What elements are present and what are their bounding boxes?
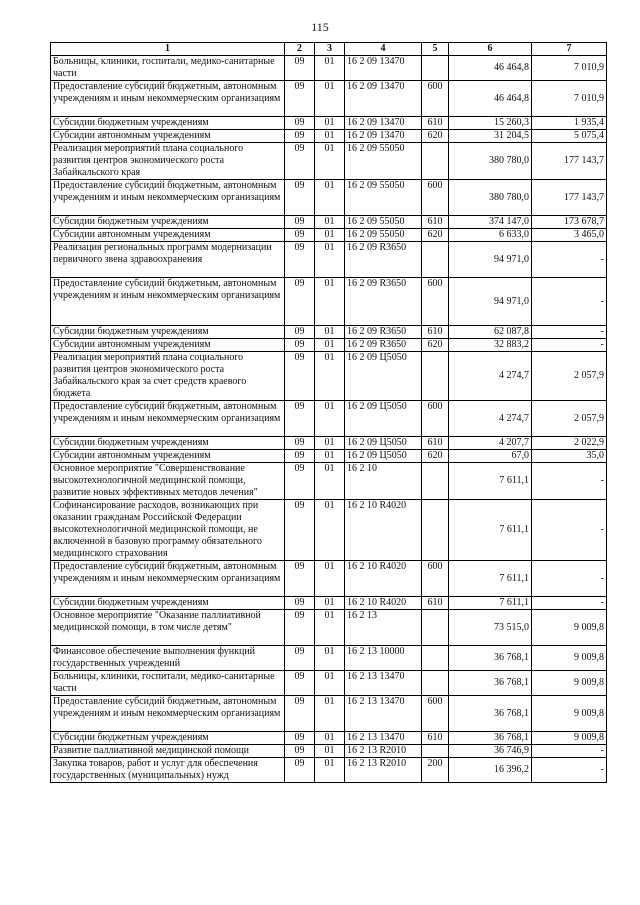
amount-col7: - [532,745,607,758]
target-article: 16 2 10 R4020 [345,500,422,561]
target-article: 16 2 13 13470 [345,732,422,745]
subsection-code: 01 [315,561,345,597]
subsection-code: 01 [315,339,345,352]
table-row [51,646,607,671]
section-code: 09 [285,229,315,242]
section-code: 09 [285,130,315,143]
subsection-code: 01 [315,745,345,758]
amount-col7: - [532,758,607,783]
amount-col6: 62 087,8 [449,326,532,339]
target-article: 16 2 09 R3650 [345,242,422,278]
section-code: 09 [285,745,315,758]
target-article: 16 2 13 10000 [345,646,422,671]
section-code: 09 [285,352,315,401]
section-code: 09 [285,56,315,81]
table-row [51,143,607,180]
target-article: 16 2 10 R4020 [345,561,422,597]
expense-type [422,500,449,561]
expense-type [422,56,449,81]
row-name: Развитие паллиативной медицинской помощи [51,745,285,758]
target-article: 16 2 09 Ц5050 [345,352,422,401]
amount-col6: 7 611,1 [449,500,532,561]
expense-type [422,352,449,401]
row-name: Субсидии бюджетным учреждениям [51,437,285,450]
table-row [51,180,607,216]
subsection-code: 01 [315,597,345,610]
amount-col7: - [532,278,607,326]
expense-type [422,610,449,646]
amount-col7: 2 022,9 [532,437,607,450]
amount-col7: 9 009,8 [532,610,607,646]
subsection-code: 01 [315,143,345,180]
amount-col7: 2 057,9 [532,401,607,437]
subsection-code: 01 [315,117,345,130]
expense-type [422,646,449,671]
amount-col6: 31 204,5 [449,130,532,143]
amount-col7: 177 143,7 [532,143,607,180]
row-name: Субсидии автономным учреждениям [51,130,285,143]
expense-type: 620 [422,339,449,352]
subsection-code: 01 [315,242,345,278]
expense-type: 620 [422,229,449,242]
section-code: 09 [285,696,315,732]
amount-col6: 374 147,0 [449,216,532,229]
target-article: 16 2 09 55050 [345,143,422,180]
row-name: Софинансирование расходов, возникающих при оказании гражданам Российской Федерации высокотехнологичной медицинской помощи, не включенной в базовую программу обязательного медицинского страхования [51,500,285,561]
table-row [51,352,607,401]
amount-col6: 32 883,2 [449,339,532,352]
row-name: Субсидии бюджетным учреждениям [51,117,285,130]
expense-type [422,463,449,500]
amount-col6: 36 768,1 [449,671,532,696]
target-article: 16 2 13 R2010 [345,745,422,758]
target-article: 16 2 13 R2010 [345,758,422,783]
table-row [51,437,607,450]
expense-type [422,242,449,278]
amount-col7: 9 009,8 [532,732,607,745]
expense-type: 620 [422,130,449,143]
table-row [51,401,607,437]
subsection-code: 01 [315,352,345,401]
amount-col6: 36 768,1 [449,646,532,671]
row-name: Реализация региональных программ модернизации первичного звена здравоохранения [51,242,285,278]
row-name: Предоставление субсидий бюджетным, автономным учреждениям и иным некоммерческим организациям [51,180,285,216]
expense-type: 610 [422,117,449,130]
section-code: 09 [285,450,315,463]
subsection-code: 01 [315,696,345,732]
target-article: 16 2 09 55050 [345,216,422,229]
target-article: 16 2 09 55050 [345,180,422,216]
subsection-code: 01 [315,81,345,117]
section-code: 09 [285,463,315,500]
row-name: Субсидии бюджетным учреждениям [51,216,285,229]
expense-type: 600 [422,81,449,117]
target-article: 16 2 09 55050 [345,229,422,242]
table-body [51,56,607,783]
target-article: 16 2 09 13470 [345,130,422,143]
column-header: 2 [285,43,315,56]
section-code: 09 [285,561,315,597]
table-row [51,229,607,242]
subsection-code: 01 [315,646,345,671]
subsection-code: 01 [315,401,345,437]
row-name: Больницы, клиники, госпитали, медико-санитарные части [51,671,285,696]
amount-col6: 380 780,0 [449,180,532,216]
row-name: Реализация мероприятий плана социального развития центров экономического роста Забайкальского края за счет средств краевого бюджета [51,352,285,401]
expense-type [422,745,449,758]
column-header: 6 [449,43,532,56]
table-row [51,326,607,339]
amount-col6: 15 260,3 [449,117,532,130]
subsection-code: 01 [315,732,345,745]
table-row [51,745,607,758]
expense-type: 600 [422,180,449,216]
expense-type [422,143,449,180]
section-code: 09 [285,216,315,229]
table-header-row [51,43,607,56]
expense-type: 610 [422,216,449,229]
amount-col6: 7 611,1 [449,597,532,610]
amount-col7: 1 935,4 [532,117,607,130]
amount-col7: 7 010,9 [532,56,607,81]
section-code: 09 [285,597,315,610]
section-code: 09 [285,326,315,339]
section-code: 09 [285,671,315,696]
table-row [51,463,607,500]
row-name: Реализация мероприятий плана социального развития центров экономического роста Забайкальского края [51,143,285,180]
target-article: 16 2 10 R4020 [345,597,422,610]
subsection-code: 01 [315,758,345,783]
section-code: 09 [285,401,315,437]
column-header: 4 [345,43,422,56]
amount-col7: 35,0 [532,450,607,463]
amount-col6: 6 633,0 [449,229,532,242]
budget-table [50,42,607,783]
amount-col6: 36 768,1 [449,732,532,745]
amount-col7: - [532,500,607,561]
subsection-code: 01 [315,56,345,81]
row-name: Больницы, клиники, госпитали, медико-санитарные части [51,56,285,81]
table-row [51,56,607,81]
subsection-code: 01 [315,229,345,242]
amount-col7: - [532,561,607,597]
row-name: Субсидии автономным учреждениям [51,229,285,242]
subsection-code: 01 [315,450,345,463]
amount-col6: 4 274,7 [449,401,532,437]
table-row [51,696,607,732]
section-code: 09 [285,610,315,646]
amount-col7: 7 010,9 [532,81,607,117]
amount-col6: 94 971,0 [449,278,532,326]
amount-col7: - [532,463,607,500]
table-row [51,339,607,352]
column-header: 7 [532,43,607,56]
table-row [51,561,607,597]
amount-col6: 36 768,1 [449,696,532,732]
target-article: 16 2 13 13470 [345,671,422,696]
row-name: Предоставление субсидий бюджетным, автономным учреждениям и иным некоммерческим организациям [51,561,285,597]
amount-col6: 46 464,8 [449,81,532,117]
section-code: 09 [285,81,315,117]
expense-type: 200 [422,758,449,783]
expense-type: 620 [422,450,449,463]
expense-type: 600 [422,696,449,732]
expense-type: 610 [422,326,449,339]
subsection-code: 01 [315,130,345,143]
table-row [51,758,607,783]
row-name: Субсидии автономным учреждениям [51,339,285,352]
expense-type [422,671,449,696]
subsection-code: 01 [315,671,345,696]
section-code: 09 [285,646,315,671]
target-article: 16 2 09 Ц5050 [345,450,422,463]
table-row [51,278,607,326]
row-name: Предоставление субсидий бюджетным, автономным учреждениям и иным некоммерческим организациям [51,278,285,326]
column-header: 1 [51,43,285,56]
subsection-code: 01 [315,180,345,216]
section-code: 09 [285,180,315,216]
target-article: 16 2 09 Ц5050 [345,401,422,437]
expense-type: 600 [422,401,449,437]
section-code: 09 [285,117,315,130]
subsection-code: 01 [315,278,345,326]
target-article: 16 2 09 13470 [345,81,422,117]
section-code: 09 [285,732,315,745]
amount-col6: 94 971,0 [449,242,532,278]
table-row [51,597,607,610]
amount-col7: - [532,339,607,352]
row-name: Предоставление субсидий бюджетным, автономным учреждениям и иным некоммерческим организациям [51,401,285,437]
amount-col6: 4 274,7 [449,352,532,401]
row-name: Основное мероприятие "Оказание паллиативной медицинской помощи, в том числе детям" [51,610,285,646]
table-row [51,732,607,745]
target-article: 16 2 09 13470 [345,117,422,130]
target-article: 16 2 13 13470 [345,696,422,732]
target-article: 16 2 13 [345,610,422,646]
amount-col6: 7 611,1 [449,561,532,597]
target-article: 16 2 09 R3650 [345,278,422,326]
expense-type: 600 [422,278,449,326]
column-header: 3 [315,43,345,56]
table-row [51,242,607,278]
amount-col6: 36 746,9 [449,745,532,758]
target-article: 16 2 10 [345,463,422,500]
amount-col6: 7 611,1 [449,463,532,500]
section-code: 09 [285,758,315,783]
table-row [51,216,607,229]
amount-col7: 5 075,4 [532,130,607,143]
expense-type: 610 [422,597,449,610]
amount-col7: 9 009,8 [532,671,607,696]
row-name: Субсидии бюджетным учреждениям [51,597,285,610]
row-name: Закупка товаров, работ и услуг для обеспечения государственных (муниципальных) нужд [51,758,285,783]
amount-col7: 9 009,8 [532,696,607,732]
amount-col7: 9 009,8 [532,646,607,671]
subsection-code: 01 [315,326,345,339]
subsection-code: 01 [315,437,345,450]
section-code: 09 [285,278,315,326]
subsection-code: 01 [315,610,345,646]
table-row [51,500,607,561]
amount-col7: 3 465,0 [532,229,607,242]
section-code: 09 [285,500,315,561]
section-code: 09 [285,143,315,180]
target-article: 16 2 09 R3650 [345,326,422,339]
amount-col7: 177 143,7 [532,180,607,216]
expense-type: 610 [422,732,449,745]
table-row [51,450,607,463]
amount-col7: - [532,597,607,610]
amount-col6: 73 515,0 [449,610,532,646]
table-row [51,671,607,696]
row-name: Финансовое обеспечение выполнения функций государственных учреждений [51,646,285,671]
target-article: 16 2 09 13470 [345,56,422,81]
target-article: 16 2 09 Ц5050 [345,437,422,450]
amount-col6: 380 780,0 [449,143,532,180]
expense-type: 600 [422,561,449,597]
amount-col7: - [532,242,607,278]
amount-col6: 4 207,7 [449,437,532,450]
amount-col7: - [532,326,607,339]
column-header: 5 [422,43,449,56]
table-row [51,117,607,130]
row-name: Субсидии автономным учреждениям [51,450,285,463]
amount-col6: 46 464,8 [449,56,532,81]
row-name: Субсидии бюджетным учреждениям [51,326,285,339]
amount-col7: 173 678,7 [532,216,607,229]
table-row [51,81,607,117]
target-article: 16 2 09 R3650 [345,339,422,352]
section-code: 09 [285,437,315,450]
table-row [51,130,607,143]
row-name: Предоставление субсидий бюджетным, автономным учреждениям и иным некоммерческим организациям [51,696,285,732]
row-name: Предоставление субсидий бюджетным, автономным учреждениям и иным некоммерческим организациям [51,81,285,117]
page-number: 115 [311,20,329,34]
amount-col7: 2 057,9 [532,352,607,401]
amount-col6: 67,0 [449,450,532,463]
subsection-code: 01 [315,463,345,500]
amount-col6: 16 396,2 [449,758,532,783]
section-code: 09 [285,242,315,278]
row-name: Основное мероприятие "Совершенствование высокотехнологичной медицинской помощи, развитие новых эффективных методов лечения" [51,463,285,500]
subsection-code: 01 [315,216,345,229]
table-row [51,610,607,646]
expense-type: 610 [422,437,449,450]
section-code: 09 [285,339,315,352]
subsection-code: 01 [315,500,345,561]
row-name: Субсидии бюджетным учреждениям [51,732,285,745]
